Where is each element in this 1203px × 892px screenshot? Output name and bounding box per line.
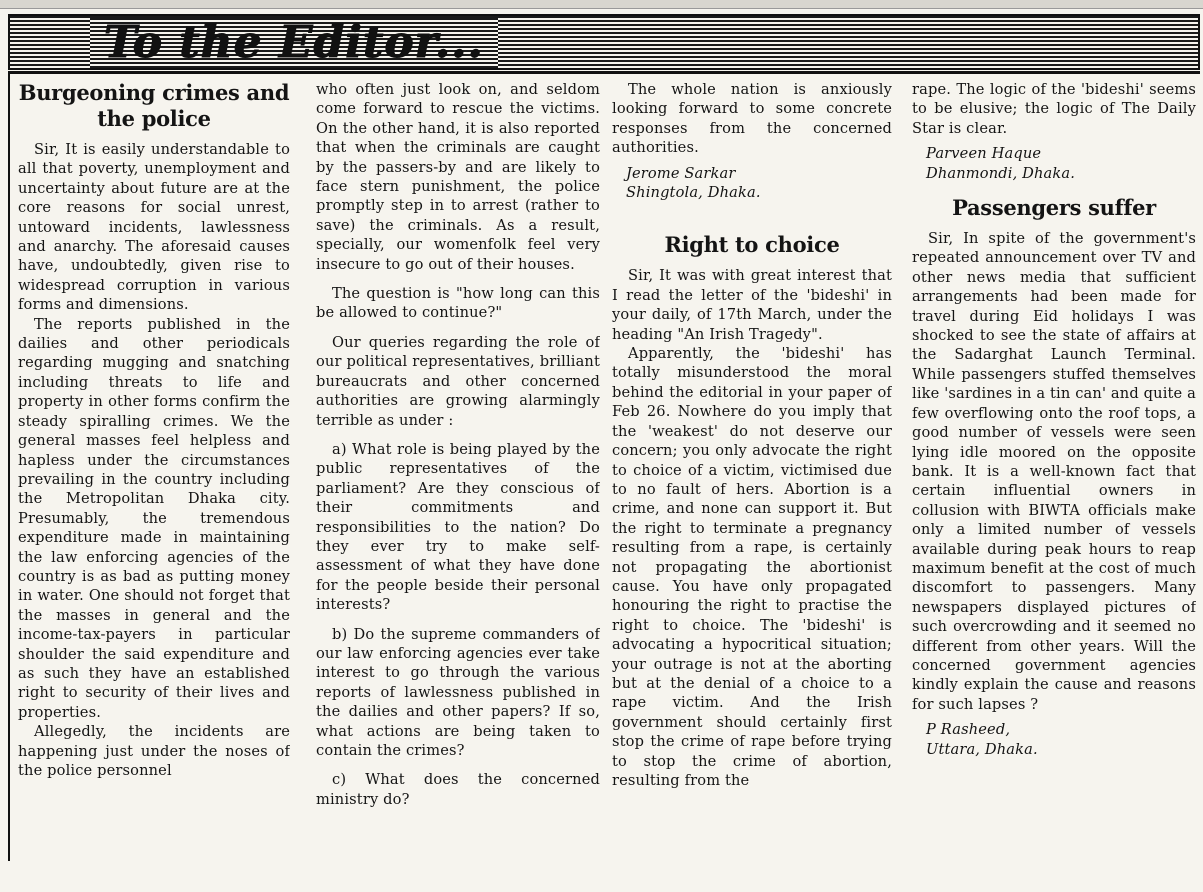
letter-paragraph-continued: who often just look on, and seldom come forward to rescue the victims. On the other hand, it is also reported that when the criminals are caught by the passers-by and are likely to face stern punishment, the police promptly step in to arrest (rather to save) the criminals. As a result, specially, our womenfolk feel very insecure to go out of their houses. <box>316 81 600 273</box>
letter-paragraph-part: Allegedly, the incidents are happening just under the noses of the police personnel <box>18 723 290 779</box>
letter-paragraph: Sir, It was with great interest that I read the letter of the 'bideshi' in your daily, of 17th March, under the heading "An Irish Tragedy". <box>612 267 892 343</box>
headline-passengers-suffer: Passengers suffer <box>952 195 1156 221</box>
letter-paragraph: The question is "how long can this be allowed to continue?" <box>316 285 600 322</box>
signature-place: Shingtola, Dhaka. <box>626 184 761 202</box>
signature-name: P Rasheed, <box>926 721 1011 739</box>
letter-query-c: c) What does the concerned ministry do? <box>316 771 600 808</box>
signature-name: Parveen Haque <box>926 145 1042 163</box>
signature-p-rasheed <box>926 720 1196 759</box>
signature-parveen-haque <box>926 144 1196 183</box>
letter-paragraph: Sir, In spite of the government's repeated announcement over TV and other news media that sufficient arrangements had been made for travel during Eid holidays I was shocked to see the state of affairs at the Sadarghat Launch Terminal. While passengers stuffed themselves like 'sardines in a tin can' and quite a few overflowing onto the roof tops, a good number of vessels were seen lying idle moored on the opposite bank. It is a well-known fact that certain influential owners in collusion with BIWTA officials make only a limited number of vessels available during peak hours to reap maximum benefit at the cost of much discomfort to passengers. Many newspapers displayed pictures of such overcrowding and it seemed no different from other years. Will the concerned government agencies kindly explain the cause and reasons for such lapses ? <box>912 230 1196 713</box>
letter-paragraph: The reports published in the dailies and other periodicals regarding mugging and snatching including threats to life and property in other forms confirm the steady spiralling crimes. We the general masses feel helpless and hapless under the circumstances prevailing in the country including the Metropolitan Dhaka city. Presumably, the tremendous expenditure made in maintaining the law enforcing agencies of the country is as bad as putting money in water. One should not forget that the masses in general and the income-tax-payers in particular shoulder the said expenditure and as such they have an established right to security of their lives and properties. <box>18 315 290 721</box>
masthead-title: To the Editor... <box>90 18 498 68</box>
top-page-strip <box>0 0 1203 9</box>
headline-burgeoning-crimes: Burgeoning crimes and the police <box>18 80 290 131</box>
signature-place: Uttara, Dhaka. <box>926 740 1038 758</box>
signature-name: Jerome Sarkar <box>626 164 736 182</box>
headline-right-to-choice: Right to choice <box>664 232 840 258</box>
letter-paragraph: Sir, It is easily understandable to all that poverty, unemployment and uncertainty about future are at the core reasons for social unrest, untoward incidents, lawlessness and anarchy. The aforesaid causes have, undoubtedly, given rise to widespread corruption in various forms and dimensions. <box>18 141 290 314</box>
column-3 <box>612 80 892 890</box>
letter-paragraph-continued: rape. The logic of the 'bideshi' seems to be elusive; the logic of The Daily Star is clear. <box>912 81 1196 137</box>
masthead-banner <box>8 14 1200 70</box>
letter-query-a: a) What role is being played by the public representatives of the parliament? Are they conscious of their commitments and responsibilities to the nation? Do they ever try to make self-assessment of what they have done for the people beside their personal interests? <box>316 440 600 614</box>
masthead-divider <box>8 71 1200 74</box>
signature-place: Dhanmondi, Dhaka. <box>926 164 1076 182</box>
column-1 <box>18 80 290 890</box>
column-4 <box>912 80 1196 890</box>
signature-jerome-sarkar <box>626 164 892 203</box>
letter-paragraph: Our queries regarding the role of our political representatives, brilliant bureaucrats and other concerned authorities are growing alarmingly terrible as under : <box>316 333 600 429</box>
letter-paragraph: Apparently, the 'bideshi' has totally misunderstood the moral behind the editorial in your paper of Feb 26. Nowhere do you imply that the 'weakest' do not deserve our concern; you only advocate the right to choice of a victim, victimised due to no fault of hers. Abortion is a crime, and none can support it. But the right to terminate a pregnancy resulting from a rape, is certainly not propagating the abortionist cause. You have only propagated honouring the right to practise the right to choice. The 'bideshi' is advocating a hypocritical situation; your outrage is not at the aborting but at the denial of a choice to a rape victim. And the Irish government should certainly first stop the crime of rape before trying to stop the crime of abortion, resulting from the <box>612 345 892 789</box>
letter-paragraph <box>18 722 290 780</box>
letter-paragraph: The whole nation is anxiously looking forward to some concrete responses from the concerned authorities. <box>612 81 892 157</box>
left-column-rule <box>8 71 10 861</box>
letter-query-b: b) Do the supreme commanders of our law enforcing agencies ever take interest to go through the various reports of lawlessness published in the dailies and other papers? If so, what actions are being taken to contain the crimes? <box>316 625 600 759</box>
column-2 <box>316 80 600 890</box>
